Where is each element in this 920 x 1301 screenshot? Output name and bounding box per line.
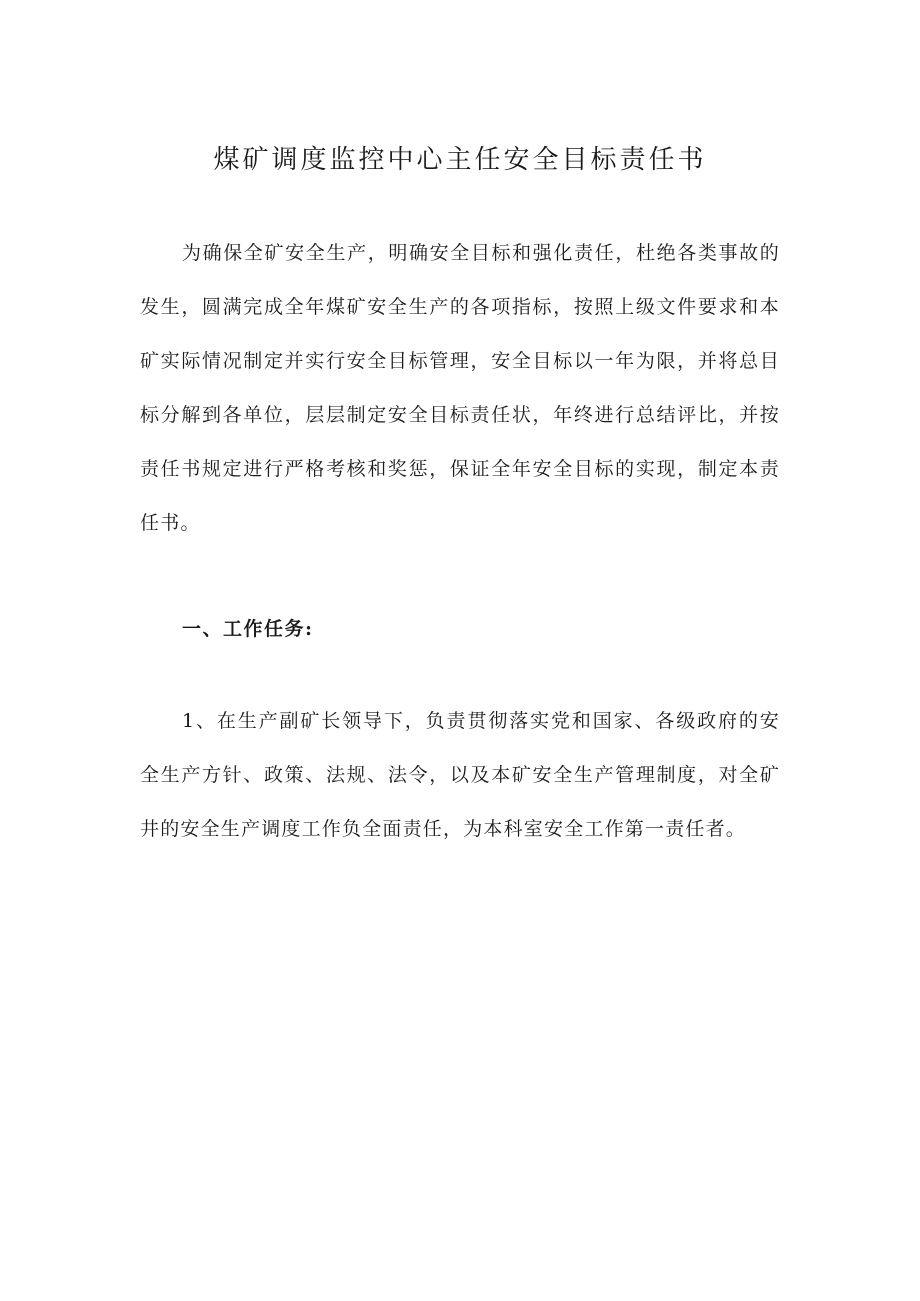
section-heading-work-tasks: 一、工作任务: <box>182 618 314 640</box>
work-task-item: 1、在生产副矿长领导下，负责贯彻落实党和国家、各级政府的安全生产方针、政策、法规、法令，以及本矿安全生产管理制度，对全矿井的安全生产调度工作负全面责任，为本科室安全工作第一责任者。 <box>140 710 780 840</box>
document-title: 煤矿调度监控中心主任安全目标责任书 <box>213 145 707 175</box>
intro-paragraph: 为确保全矿安全生产，明确安全目标和强化责任，杜绝各类事故的发生，圆满完成全年煤矿安全生产的各项指标，按照上级文件要求和本矿实际情况制定并实行安全目标管理，安全目标以一年为限，并将总目标分解到各单位，层层制定安全目标责任状，年终进行总结评比，并按责任书规定进行严格考核和奖惩，保证全年安全目标的实现，制定本责任书。 <box>140 242 780 534</box>
